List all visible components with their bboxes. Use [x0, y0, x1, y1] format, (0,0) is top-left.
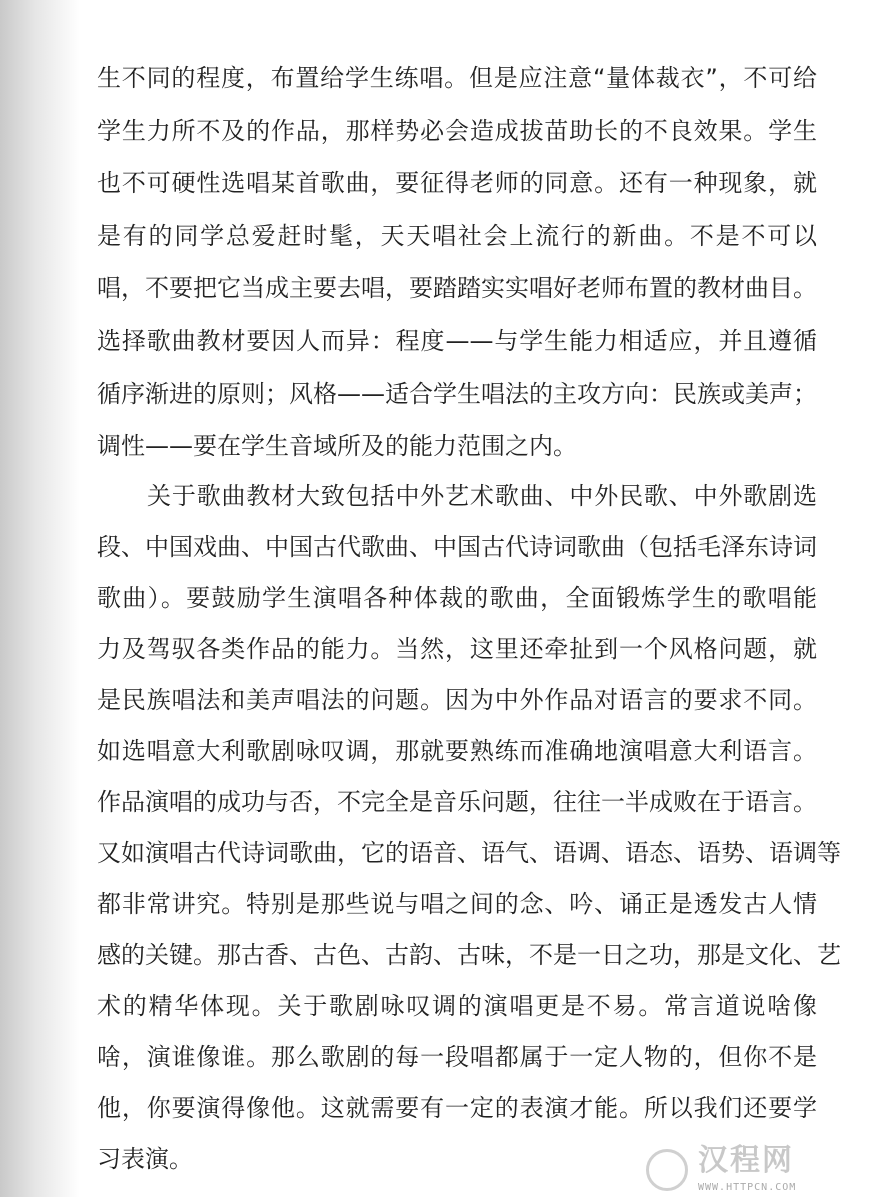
text-line: 生不同的程度，布置给学生练唱。但是应注意“量体裁衣”，不可给	[97, 64, 817, 92]
text-line: 是民族唱法和美声唱法的问题。因为中外作品对语言的要求不同。	[97, 685, 817, 714]
text-line: 歌曲）。要鼓励学生演唱各种体裁的歌曲，全面锻炼学生的歌唱能	[97, 583, 817, 612]
text-line: 调性——要在学生音域所及的能力范围之内。	[97, 432, 577, 461]
text-line: 作品演唱的成功与否，不完全是音乐问题，往往一半成败在于语言。	[97, 787, 817, 816]
watermark-logo	[646, 1143, 876, 1197]
text-line: 术的精华体现。关于歌剧咏叹调的演唱更是不易。常言道说啥像	[97, 991, 817, 1020]
watermark-swirl-icon	[646, 1149, 688, 1191]
text-line: 学生力所不及的作品，那样势必会造成拔苗助长的不良效果。学生	[97, 116, 817, 145]
text-line: 循序渐进的原则；风格——适合学生唱法的主攻方向：民族或美声；	[97, 379, 817, 408]
text-line: 习表演。	[97, 1144, 193, 1173]
document-page	[97, 58, 841, 1190]
text-line: 关于歌曲教材大致包括中外艺术歌曲、中外民歌、中外歌剧选	[147, 481, 817, 510]
text-line: 他，你要演得像他。这就需要有一定的表演才能。所以我们还要学	[97, 1093, 817, 1122]
paragraph-2	[97, 476, 841, 1190]
scan-edge-shadow	[0, 0, 80, 1197]
watermark-url: WWW.HTTPCN.COM	[698, 1182, 797, 1193]
text-line: 力及驾驭各类作品的能力。当然，这里还牵扯到一个风格问题，就	[97, 634, 817, 663]
text-line: 如选唱意大利歌剧咏叹调，那就要熟练而准确地演唱意大利语言。	[97, 736, 817, 765]
text-line: 也不可硬性选唱某首歌曲，要征得老师的同意。还有一种现象，就	[97, 169, 817, 198]
text-line: 又如演唱古代诗词歌曲，它的语音、语气、语调、语态、语势、语调等	[97, 838, 841, 867]
text-line: 选择歌曲教材要因人而异：程度——与学生能力相适应，并且遵循	[97, 326, 817, 355]
watermark-name: 汉程网	[698, 1143, 794, 1178]
text-line: 都非常讲究。特别是那些说与唱之间的念、吟、诵正是透发古人情	[97, 889, 817, 918]
paragraph-1	[97, 58, 817, 479]
text-line: 段、中国戏曲、中国古代歌曲、中国古代诗词歌曲（包括毛泽东诗词	[97, 532, 817, 561]
text-line: 唱，不要把它当成主要去唱，要踏踏实实唱好老师布置的教材曲目。	[97, 274, 817, 303]
text-line: 啥，演谁像谁。那么歌剧的每一段唱都属于一定人物的，但你不是	[97, 1042, 817, 1071]
text-line: 感的关键。那古香、古色、古韵、古味，不是一日之功，那是文化、艺	[97, 940, 841, 969]
text-line: 是有的同学总爱赶时髦，天天唱社会上流行的新曲。不是不可以	[97, 221, 817, 250]
